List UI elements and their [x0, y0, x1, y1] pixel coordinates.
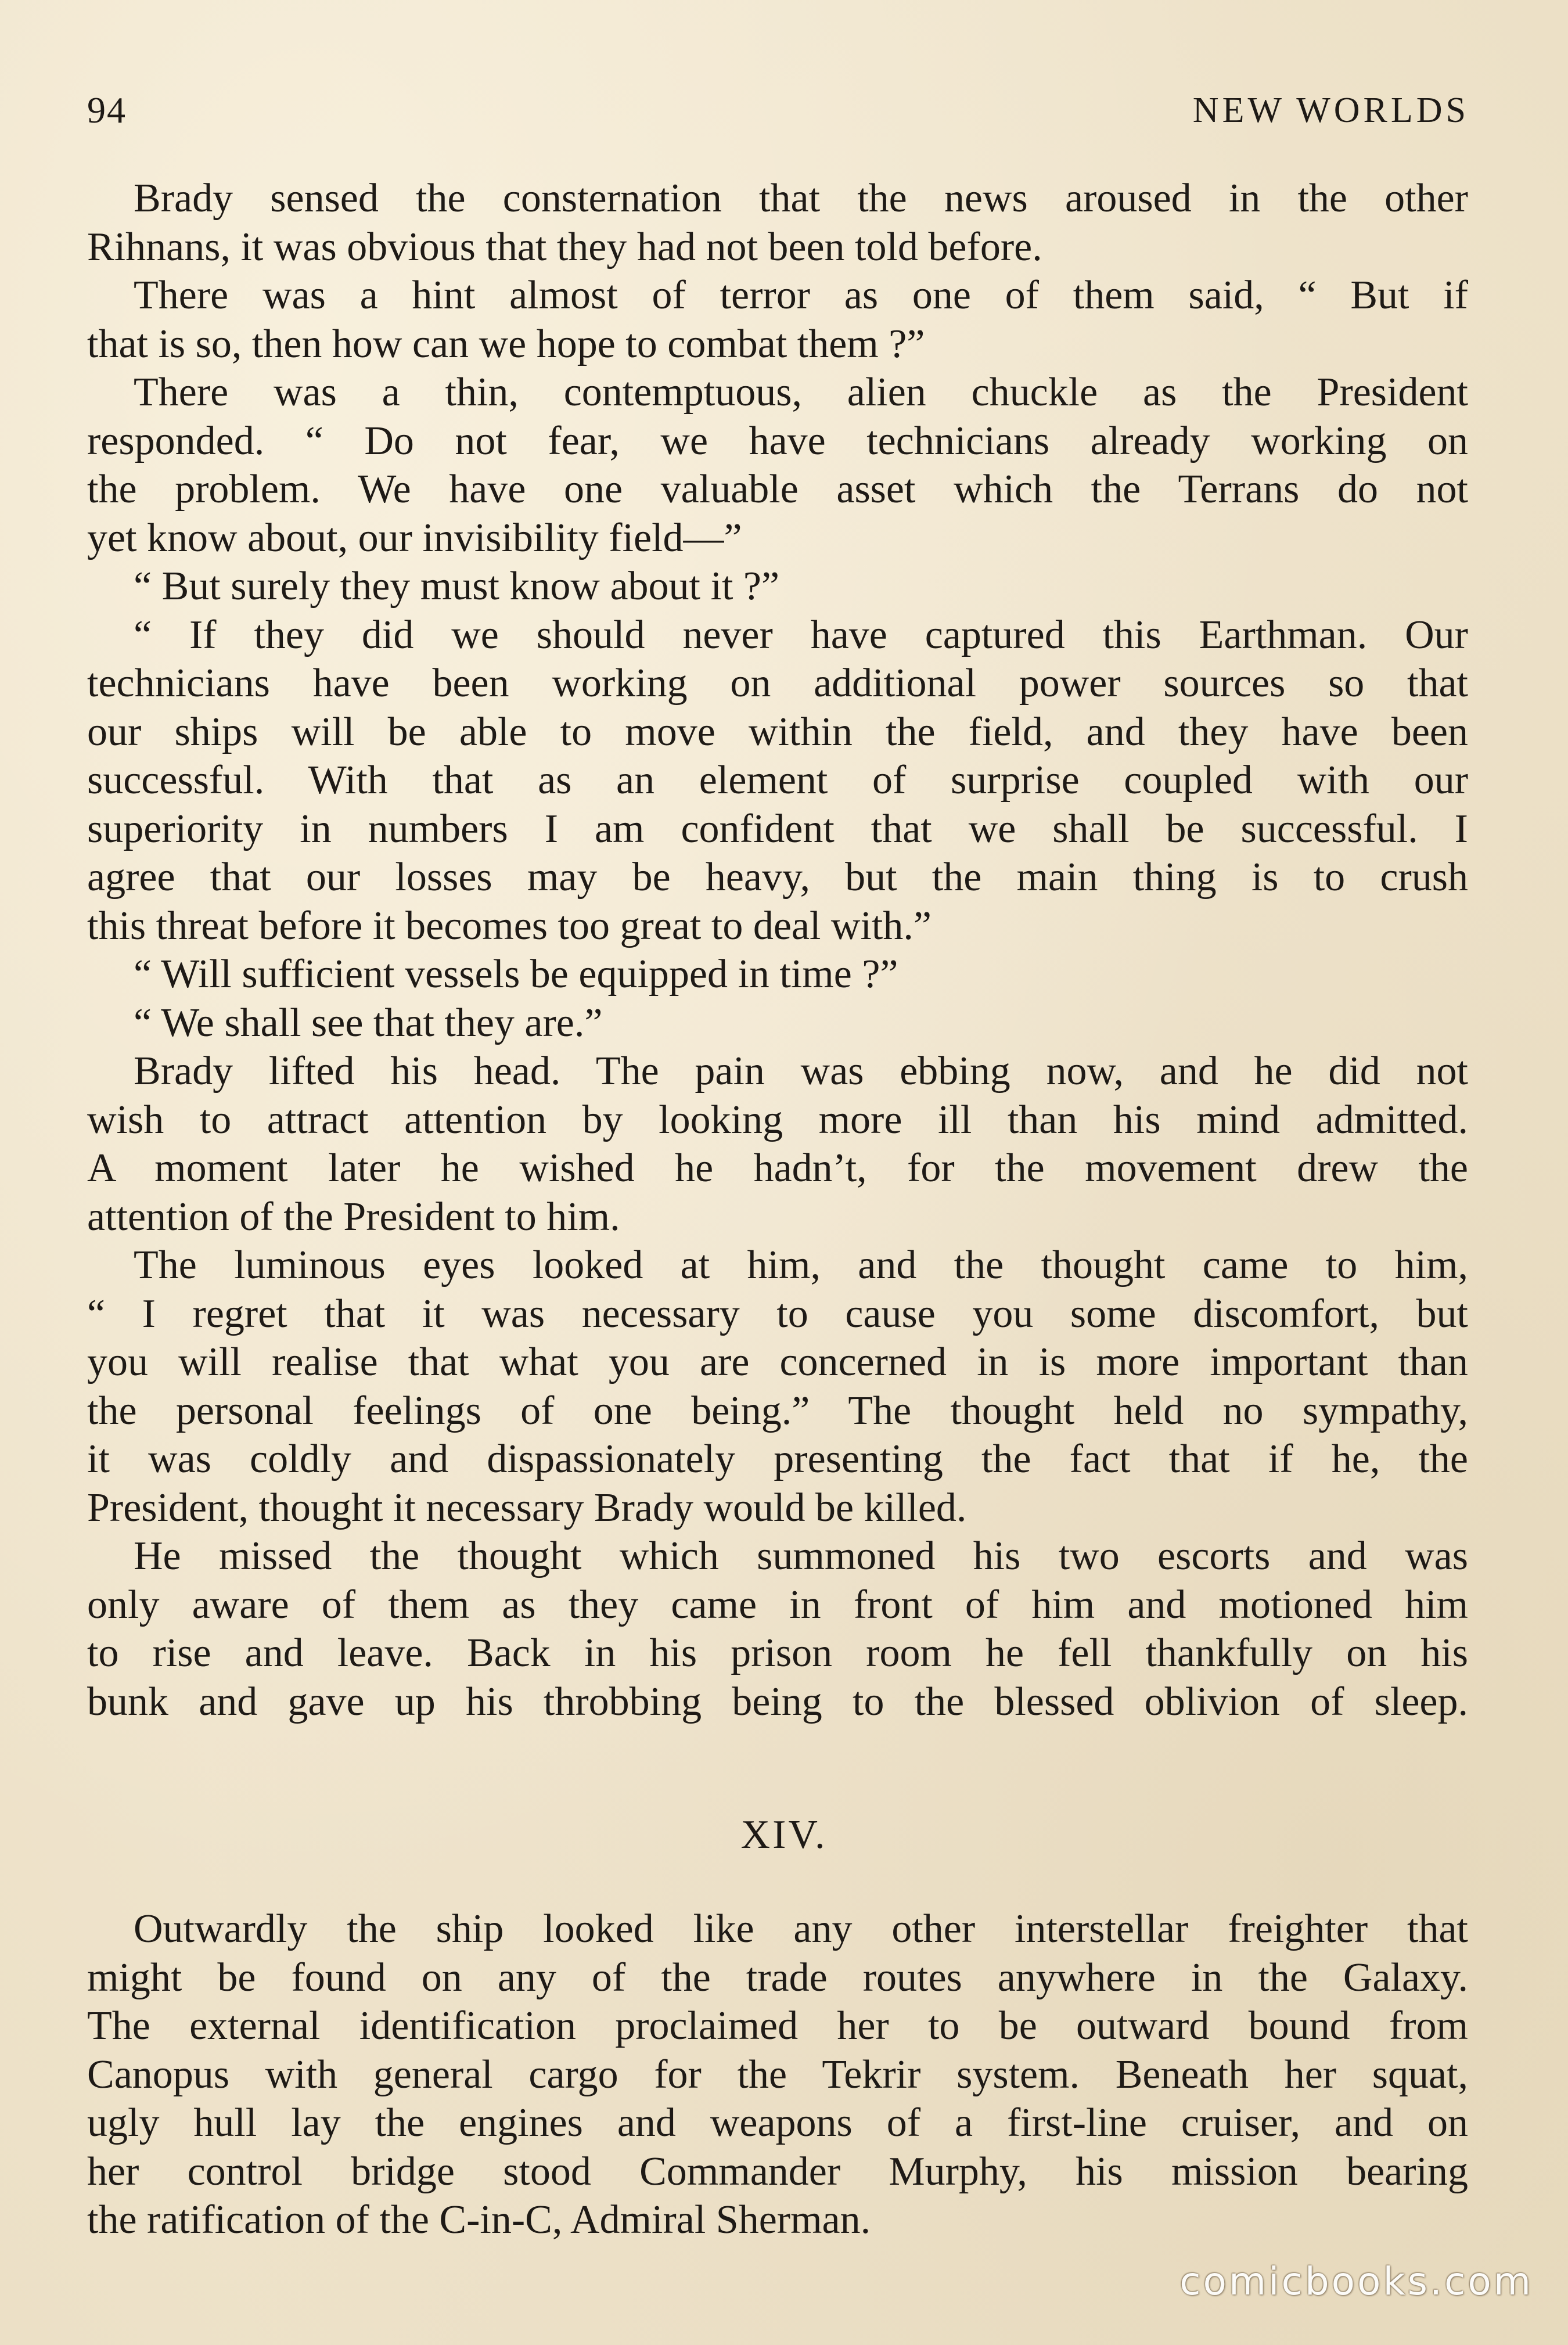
text-line: you will realise that what you are concerned in is more important than [87, 1340, 1468, 1384]
running-title: NEW WORLDS [1192, 90, 1469, 130]
text-line: Brady lifted his head. The pain was ebbing now, and he did not [134, 1049, 1468, 1094]
text-line: that is so, then how can we hope to combat them ?” [87, 321, 925, 366]
text-line: responded. “ Do not fear, we have technicians already working on [87, 418, 1468, 463]
text-line: There was a hint almost of terror as one of them said, “ But if [134, 273, 1468, 318]
text-line: “ We shall see that they are.” [134, 1000, 603, 1045]
text-line: only aware of them as they came in front of him and motioned him [87, 1582, 1468, 1627]
text-line: to rise and leave. Back in his prison room he fell thankfully on his [87, 1631, 1468, 1675]
text-line: The external identification proclaimed her to be outward bound from [87, 2004, 1468, 2048]
watermark: comicbooks.com [1179, 2259, 1533, 2304]
text-line: There was a thin, contemptuous, alien chuckle as the President [134, 370, 1468, 415]
text-line: “ But surely they must know about it ?” [134, 564, 780, 609]
text-line: bunk and gave up his throbbing being to the blessed oblivion of sleep. [87, 1679, 1468, 1724]
text-line: ugly hull lay the engines and weapons of a first-line cruiser, and on [87, 2101, 1468, 2145]
chapter-text [87, 1905, 1468, 2245]
text-line: successful. With that as an element of surprise coupled with our [87, 758, 1468, 803]
text-line: wish to attract attention by looking more ill than his mind admitted. [87, 1097, 1468, 1142]
text-line: technicians have been working on additional power sources so that [87, 661, 1468, 706]
text-line: agree that our losses may be heavy, but the main thing is to crush [87, 855, 1468, 900]
text-line: this threat before it becomes too great to deal with.” [87, 903, 932, 948]
text-line: the personal feelings of one being.” The thought held no sympathy, [87, 1388, 1468, 1433]
text-line: He missed the thought which summoned his two escorts and was [134, 1534, 1468, 1578]
text-line: her control bridge stood Commander Murphy, his mission bearing [87, 2149, 1468, 2194]
text-line: Outwardly the ship looked like any other interstellar freighter that [134, 1907, 1468, 1951]
text-line: attention of the President to him. [87, 1194, 620, 1239]
text-line: the problem. We have one valuable asset which the Terrans do not [87, 467, 1468, 512]
text-line: “ Will sufficient vessels be equipped in time ?” [134, 952, 898, 997]
page-number: 94 [87, 89, 127, 131]
text-line: yet know about, our invisibility field—” [87, 515, 742, 560]
text-line: our ships will be able to move within the field, and they have been [87, 709, 1468, 754]
text-line: the ratification of the C-in-C, Admiral Sherman. [87, 2197, 871, 2242]
text-line: superiority in numbers I am confident that we shall be successful. I [87, 806, 1468, 851]
page-header [87, 78, 1469, 142]
text-line: “ I regret that it was necessary to cause you some discomfort, but [87, 1291, 1468, 1336]
text-line: Rihnans, it was obvious that they had not been told before. [87, 224, 1042, 269]
chapter-heading: XIV. [740, 1812, 828, 1857]
text-line: “ If they did we should never have captured this Earthman. Our [134, 612, 1468, 657]
text-line: Brady sensed the consternation that the news aroused in the other [134, 176, 1468, 221]
body-text [87, 174, 1468, 1726]
text-line: President, thought it necessary Brady would be killed. [87, 1485, 967, 1530]
text-line: The luminous eyes looked at him, and the thought came to him, [134, 1243, 1468, 1287]
text-line: Canopus with general cargo for the Tekrir system. Beneath her squat, [87, 2052, 1468, 2097]
text-line: might be found on any of the trade routes anywhere in the Galaxy. [87, 1955, 1468, 2000]
text-line: it was coldly and dispassionately presenting the fact that if he, the [87, 1437, 1468, 1481]
text-line: A moment later he wished he hadn’t, for the movement drew the [87, 1146, 1468, 1191]
